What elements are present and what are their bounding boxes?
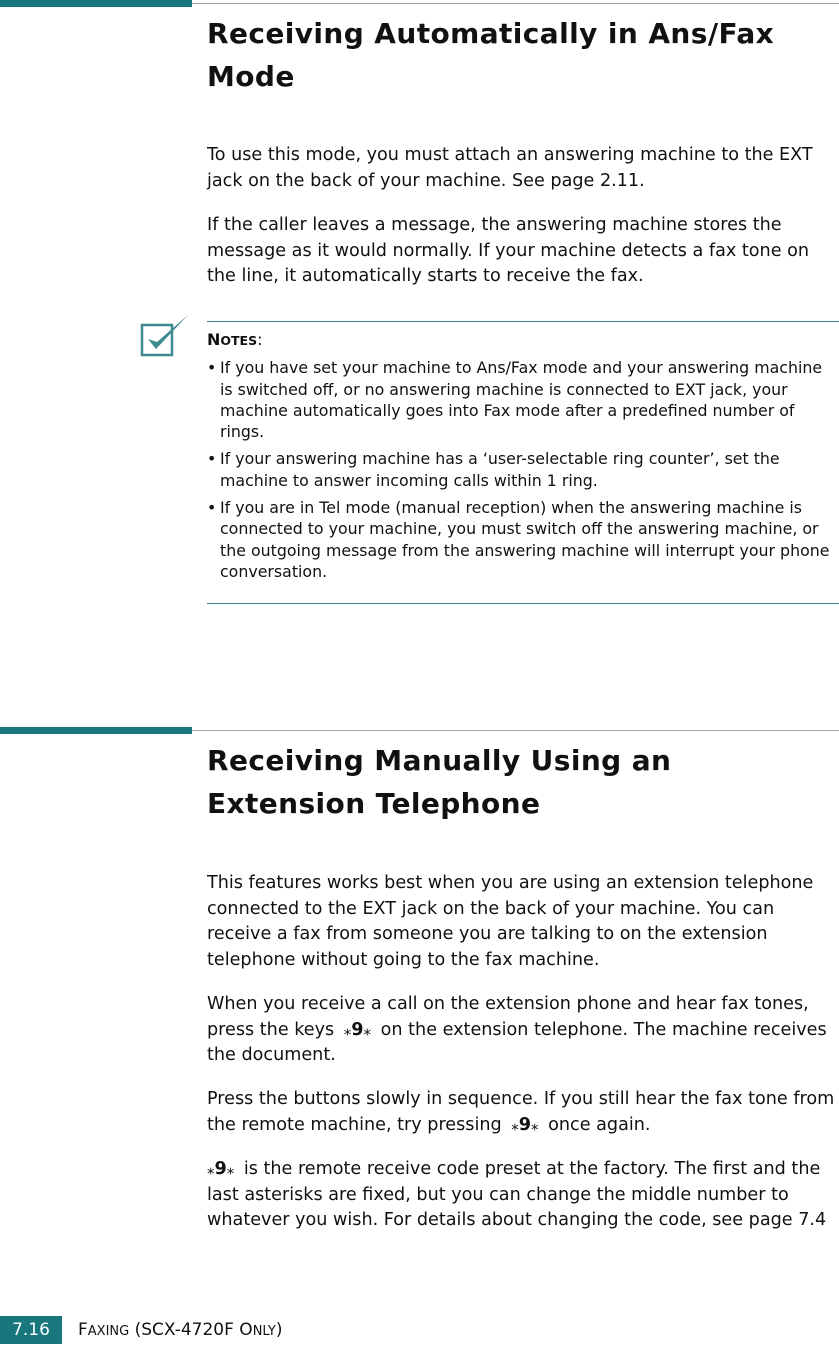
paragraph-extension-keys: When you receive a call on the extension phone and hear fax tones, press the keys ⁎9⁎ on the extension telephone. The machine receives the document.	[207, 994, 827, 1065]
note-item: • If your answering machine has a ‘user-selectable ring counter’, set the machine to answer incoming calls within 1 ring.	[207, 448, 837, 491]
chapter-label: FAXING (SCX-4720F ONLY)	[78, 1320, 283, 1340]
section-divider-rule	[192, 730, 839, 731]
notes-bottom-rule	[207, 603, 839, 604]
paragraph-ans-fax-detail: If the caller leaves a message, the answering machine stores the message as it would normally. If your machine detects a fax tone on the line, it automatically starts to receive the fax.	[207, 215, 810, 286]
notes-list	[207, 357, 837, 582]
checkmark-note-icon	[140, 313, 192, 357]
page-number: 7.16	[0, 1316, 62, 1344]
section-heading-extension-telephone: Receiving Manually Using an Extension Telephone	[207, 744, 672, 820]
note-item: • If you have set your machine to Ans/Fax mode and your answering machine is switched off, or no answering machine is connected to EXT jack, your machine automatically goes into Fax mode after a predefined number of rings.	[207, 357, 837, 442]
section-divider-bar	[0, 0, 192, 7]
paragraph-extension-retry: Press the buttons slowly in sequence. If you still hear the fax tone from the remote machine, try pressing ⁎9⁎ once again.	[207, 1087, 837, 1138]
section-divider-bar	[0, 727, 192, 734]
remote-code-keys: ⁎9⁎	[511, 1114, 539, 1135]
remote-code-keys: ⁎9⁎	[343, 1019, 372, 1040]
remote-code-keys: ⁎9⁎	[207, 1159, 235, 1179]
paragraph-remote-code: ⁎9⁎ is the remote receive code preset at the factory. The first and the last asterisks are fixed, but you can change the middle number to whatever you wish. For details about changing the code, see page 7.4	[207, 1159, 827, 1230]
paragraph-extension-intro: This features works best when you are using an extension telephone connected to the EXT jack on the back of your machine. You can receive a fax from someone you are talking to on the extension telephone without going to the fax machine.	[207, 873, 814, 970]
notes-title: NOTES:	[207, 330, 263, 349]
paragraph-ans-fax-intro: To use this mode, you must attach an answering machine to the EXT jack on the back of your machine. See page 2.11.	[207, 145, 813, 191]
section-heading-ans-fax: Receiving Automatically in Ans/Fax Mode	[207, 17, 775, 93]
section-divider-rule	[192, 3, 839, 4]
notes-box	[207, 329, 837, 588]
notes-top-rule	[207, 321, 839, 322]
note-item: • If you are in Tel mode (manual reception) when the answering machine is connected to your machine, you must switch off the answering machine, or the outgoing message from the answering machine will interrupt your phone conversation.	[207, 497, 837, 582]
